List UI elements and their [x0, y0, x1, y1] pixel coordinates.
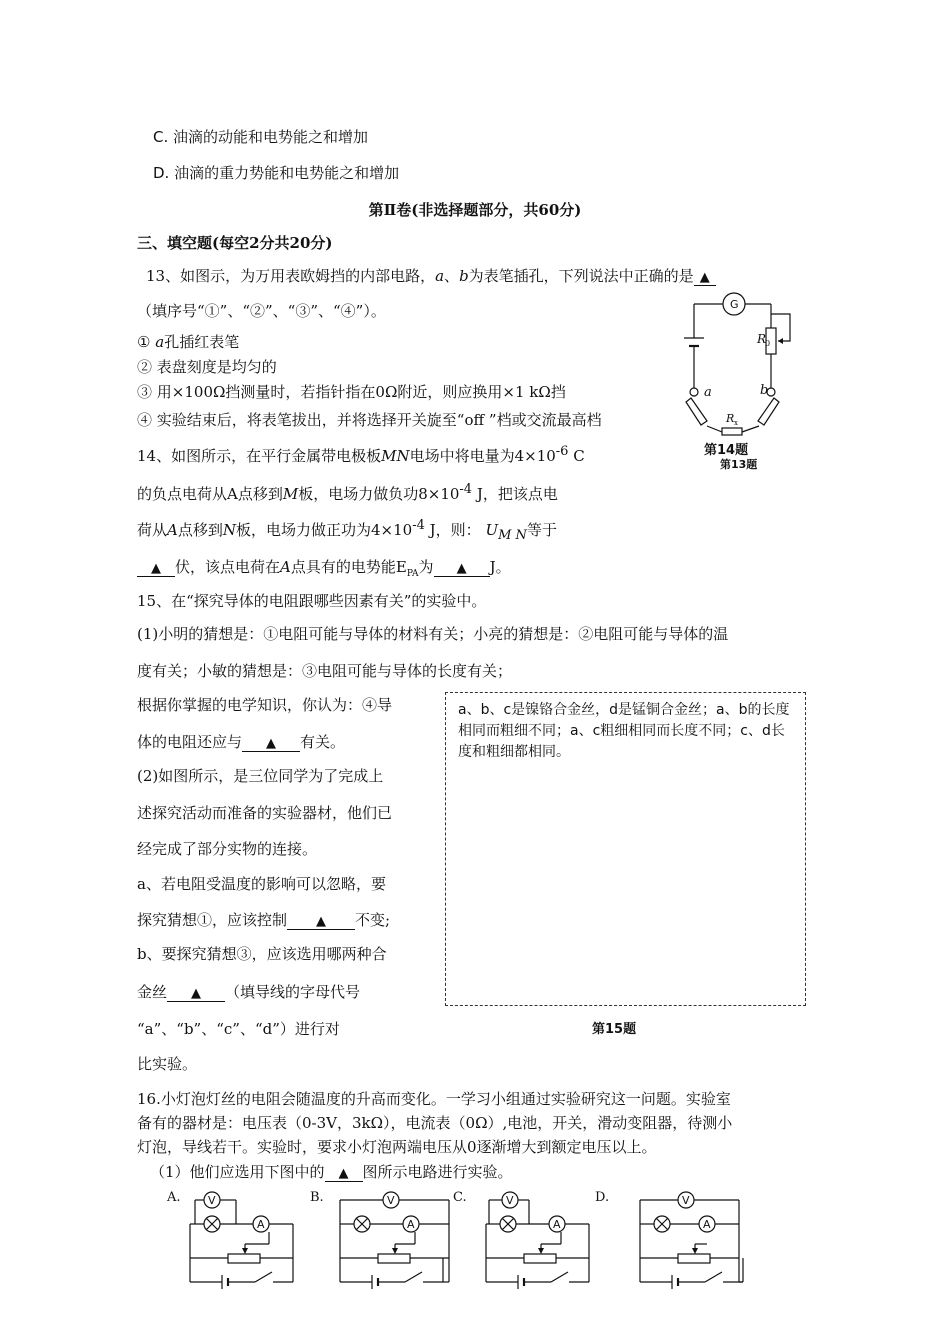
q13-a: a	[435, 267, 445, 285]
galvanometer-label: G	[730, 298, 739, 311]
circuit-c-voltmeter-icon: V	[506, 1194, 514, 1207]
q15-left-line-2	[137, 731, 345, 752]
q13-b: b	[459, 267, 469, 285]
q14-a-point-2: A	[280, 558, 291, 576]
circuit-b	[310, 1190, 449, 1289]
q13-item-2-text: 表盘刻度是均匀的	[156, 358, 277, 376]
q14-exp1: -6	[555, 444, 569, 459]
q13-line1	[146, 265, 716, 286]
q15-left-line-9-text: 金丝	[137, 983, 168, 1001]
q15-tail-1: 有关。	[300, 733, 346, 751]
q15-line1: 15、在“探究导体的电阻跟哪些因素有关”的实验中。	[137, 592, 487, 610]
q15-left-line-11: 比实验。	[137, 1055, 198, 1073]
q15-blank-1[interactable]: ▲	[242, 736, 300, 752]
q16-line2: 备有的器材是：电压表（0-3V，3kΩ），电流表（0Ω）,电池，开关，滑动变阻器，待测小	[137, 1114, 733, 1132]
q15-left-line-10: “a”、“b”、“c”、“d”）进行对	[137, 1020, 340, 1038]
rx-label: R	[726, 412, 735, 425]
q13-item-2	[137, 356, 277, 377]
q14-line4-c: 为	[418, 558, 434, 576]
q15-left-line-8: b、要探究猜想③，应该选用哪两种合	[137, 945, 387, 963]
circuit-c-label: C.	[453, 1190, 467, 1205]
q15-left-line-6: a、若电阻受温度的影响可以忽略，要	[137, 875, 386, 893]
wire-rx-right	[742, 426, 759, 432]
q14-line1-c: C	[568, 447, 585, 465]
q13-answer-blank[interactable]: ▲	[694, 270, 716, 286]
ohmmeter-circuit-figure	[660, 286, 820, 456]
q15-tail-3: （填导线的字母代号	[225, 983, 361, 1001]
circuit-a-voltmeter-icon: V	[208, 1194, 216, 1207]
q15-left-line-9	[137, 981, 360, 1002]
probe-right	[758, 398, 779, 425]
b-label: b	[760, 383, 769, 398]
option-c	[153, 126, 368, 147]
option-c-text: 油滴的动能和电势能之和增加	[173, 128, 369, 146]
q14-m: M	[282, 485, 299, 503]
circuit-a-label: A.	[167, 1190, 181, 1205]
q15-box-text: a、b、c是镍铬合金丝，d是锰铜合金丝；a、b的长度相同而粗细不同；a、c粗细相同而长度不同；c、d长度和粗细都相同。	[458, 702, 790, 760]
q16-line1: 16.小灯泡灯丝的电阻会随温度的升高而变化。一学习小组通过实验研究这一问题。实验室	[137, 1090, 731, 1108]
probe-left	[686, 398, 707, 425]
section-title: 第Ⅱ卷(非选择题部分，共60分)	[368, 201, 582, 219]
circuit-c-ammeter-icon: A	[553, 1218, 561, 1231]
q15-left-line-7	[137, 909, 390, 930]
q13-item-4	[137, 409, 602, 430]
q15-left-line-4: 述探究活动而准备的实验器材，他们已	[137, 804, 393, 822]
q14-blank-2[interactable]: ▲	[434, 561, 490, 577]
q13-item-4-text: 实验结束后，将表笔拔出，并将选择开关旋至“off ”档或交流最高档	[156, 411, 602, 429]
circuit-c	[453, 1190, 589, 1289]
q14-line3-a: 荷从	[137, 521, 168, 539]
q14-ep-sub: PA	[406, 569, 419, 579]
circuit-d-voltmeter-icon: V	[682, 1194, 690, 1207]
q14-a-point: A	[167, 521, 178, 539]
q14-line1-b: 电场中将电量为4×10	[409, 447, 556, 465]
q15-caption: 第15题	[592, 1022, 637, 1037]
q14-n: N	[222, 521, 236, 539]
circuit-d-label: D.	[595, 1190, 610, 1205]
q15-left-line-2-text: 体的电阻还应与	[137, 733, 243, 751]
q13-item-3	[137, 381, 566, 402]
circuit-d-ammeter-icon: A	[703, 1218, 711, 1231]
q16-line3: 灯泡，导线若干。实验时，要求小灯泡两端电压从0逐渐增大到额定电压以上。	[137, 1138, 657, 1156]
rx-sub: x	[734, 419, 738, 427]
q13-line2: （填序号“①”、“②”、“③”、“④”）。	[137, 302, 386, 320]
slider-arrow-icon	[778, 338, 783, 344]
circuit-a-ammeter-icon: A	[257, 1218, 265, 1231]
q14-line4-a: 伏，该点电荷在	[175, 558, 281, 576]
q13-item-1	[137, 331, 239, 352]
q14-line4-b: 点具有的电势能E	[290, 558, 407, 576]
fig-caption-13: 第13题	[720, 458, 758, 471]
q14-line3-d: J，则：	[424, 521, 481, 539]
q14-line4-d: J。	[489, 558, 511, 576]
terminal-a	[690, 388, 698, 396]
q13-item-1-text: 孔插红表笔	[164, 333, 240, 351]
q14-exp2: -4	[459, 482, 473, 497]
q13-item-1-italic: a	[155, 333, 165, 351]
q14-u: U	[485, 521, 499, 539]
circuit-d	[595, 1190, 743, 1289]
circuit-b-ammeter-icon: A	[407, 1218, 415, 1231]
q14-u-sub: M N	[498, 528, 527, 543]
q16-sub1-b: 图所示电路进行实验。	[362, 1163, 513, 1181]
q14-exp3: -4	[412, 518, 425, 533]
q15-left-line-1: 根据你掌握的电学知识，你认为：④导	[137, 696, 393, 714]
q15-blank-3[interactable]: ▲	[167, 986, 225, 1002]
q14-blank-1[interactable]: ▲	[137, 561, 175, 577]
q15-tail-2: 不变;	[355, 911, 391, 929]
q14-line2-b: 板，电场力做负功8×10	[298, 485, 460, 503]
part3-heading: 三、填空题(每空2分共20分)	[137, 234, 333, 252]
circuit-b-voltmeter-icon: V	[387, 1194, 395, 1207]
q13-item-2-num: ②	[137, 358, 153, 376]
q15-left-line-3: (2)如图所示，是三位同学为了完成上	[137, 767, 384, 785]
circuit-b-label: B.	[310, 1190, 324, 1205]
q16-sub1-a: （1）他们应选用下图中的	[150, 1163, 325, 1181]
q13-item-4-num: ④	[137, 411, 153, 429]
option-d-text: 油滴的重力势能和电势能之和增加	[174, 164, 400, 182]
a-label: a	[704, 385, 712, 400]
q14-mn: MN	[381, 447, 410, 465]
circuit-a	[166, 1190, 293, 1289]
fig-caption-14: 第14题	[704, 443, 749, 456]
q15-blank-2[interactable]: ▲	[287, 914, 355, 930]
option-d-letter: D.	[153, 164, 170, 182]
q14-line1-a: 14、如图所示，在平行金属带电极板	[137, 447, 382, 465]
wire-rx-left	[707, 426, 722, 432]
q14-line2-a: 的负点电荷从A点移到	[137, 485, 283, 503]
q14-line3-b: 点移到	[177, 521, 223, 539]
option-d	[153, 162, 399, 183]
q13-item-1-num: ①	[137, 333, 151, 351]
q15-line2: (1)小明的猜想是：①电阻可能与导体的材料有关；小亮的猜想是：②电阻可能与导体的温	[137, 625, 729, 643]
q15-left-line-5: 经完成了部分实物的连接。	[137, 840, 318, 858]
q14-line3-c: 板，电场力做正功为4×10	[236, 521, 413, 539]
q13-item-3-text: 用×100Ω挡测量时，若指针指在0Ω附近，则应换用×1 kΩ挡	[156, 383, 566, 401]
q13-line1-tail: 为表笔插孔，下列说法中正确的是	[468, 267, 694, 285]
q16-sub1	[150, 1161, 513, 1182]
q14-line4	[137, 556, 511, 579]
rx-resistor	[722, 428, 742, 435]
q13-item-3-num: ③	[137, 383, 153, 401]
q14-line1	[137, 444, 585, 466]
q14-line2-c: J，把该点电	[472, 485, 558, 503]
r0-sub: 0	[765, 339, 771, 348]
q16-circuits-figure	[165, 1184, 765, 1296]
q15-left-line-7-text: 探究猜想①，应该控制	[137, 911, 288, 929]
q13-line1-text: 13、如图示，为万用表欧姆挡的内部电路，	[146, 267, 436, 285]
r0-label: R	[757, 332, 767, 346]
q13-sep: 、	[444, 267, 460, 285]
q16-blank[interactable]: ▲	[325, 1166, 363, 1182]
q14-line3-e: 等于	[526, 521, 557, 539]
q14-line3	[137, 518, 557, 543]
q14-line2	[137, 482, 558, 504]
q15-line3: 度有关；小敏的猜想是：③电阻可能与导体的长度有关；	[137, 662, 513, 680]
option-c-letter: C.	[153, 128, 169, 146]
